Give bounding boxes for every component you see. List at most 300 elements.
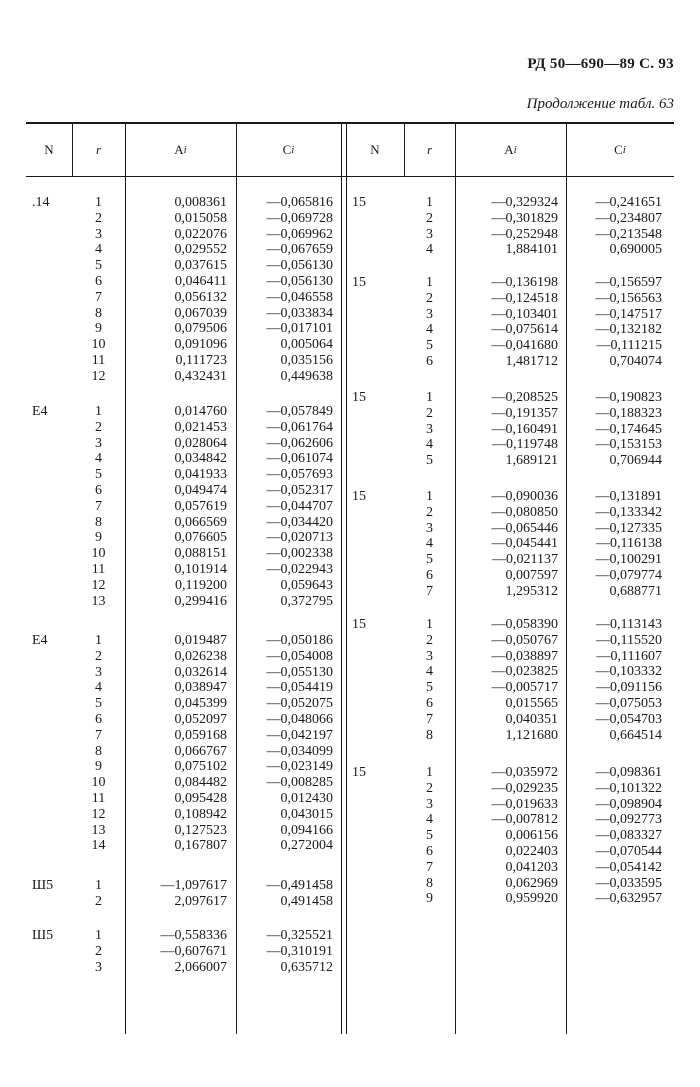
col-header-n-right: N — [370, 142, 380, 157]
group-n-value: Ш5 — [32, 878, 54, 893]
table-cell-c: 0,059643 — [280, 577, 333, 593]
table-cell-r: 11 — [91, 561, 106, 577]
group-r-column — [404, 390, 455, 469]
group-r-column — [404, 617, 455, 743]
table-cell-c: —0,083327 — [595, 828, 662, 844]
table-cell-a: 0,015565 — [505, 695, 558, 711]
group-a-column — [125, 928, 227, 975]
col-header-c-index: i — [291, 144, 295, 156]
group-r-column — [72, 633, 125, 854]
table-cell-c: —0,153153 — [595, 437, 662, 453]
table-cell-r: 11 — [91, 790, 106, 806]
group-a-column — [125, 404, 227, 609]
table-cell-a: 0,127523 — [174, 822, 227, 838]
table-cell-a: 0,008361 — [174, 195, 227, 210]
group-n-value: 15 — [352, 617, 366, 632]
table-cell-a: 0,046411 — [175, 273, 227, 289]
table-cell-a: 0,026238 — [174, 648, 227, 664]
table-cell-c: 0,688771 — [609, 583, 662, 599]
table-cell-a: 0,088151 — [174, 546, 227, 562]
divider-center-1 — [341, 124, 342, 1034]
table-cell-r: 3 — [426, 421, 433, 437]
table-cell-c: —0,042197 — [266, 727, 333, 743]
table-cell-r: 13 — [91, 593, 106, 609]
table-cell-r: 4 — [426, 812, 433, 828]
table-cell-c: —0,020713 — [266, 530, 333, 546]
table-cell-r: 4 — [426, 437, 433, 453]
table-cell-c: —0,116138 — [596, 536, 662, 552]
col-header-a-index: i — [183, 144, 187, 156]
col-header-c-left — [236, 124, 341, 176]
table-cell-a: —1,097617 — [160, 878, 227, 893]
table-cell-a: 0,111723 — [175, 352, 227, 368]
table-cell-r: 5 — [95, 467, 102, 483]
table-cell-a: —0,208525 — [491, 390, 558, 405]
group-a-column — [455, 765, 558, 907]
table-cell-c: —0,054703 — [595, 711, 662, 727]
table-cell-c: —0,008285 — [266, 775, 333, 791]
table-cell-a: 0,119200 — [175, 577, 227, 593]
table-cell-c: —0,100291 — [595, 552, 662, 568]
table-cell-c: —0,017101 — [266, 321, 333, 337]
table-cell-r: 1 — [426, 765, 433, 780]
group-c-column — [566, 489, 662, 600]
table-cell-r: 2 — [426, 290, 433, 306]
table-cell-r: 4 — [95, 680, 102, 696]
table-cell-c: —0,632957 — [595, 891, 662, 907]
group-r-column — [72, 195, 125, 385]
table-cell-c: —0,044707 — [266, 498, 333, 514]
group-r-column — [72, 878, 125, 910]
table-cell-a: 0,167807 — [174, 838, 227, 854]
table-cell-c: —0,062606 — [266, 435, 333, 451]
table-cell-a: 0,014760 — [174, 404, 227, 419]
table-cell-a: —0,329324 — [491, 195, 558, 210]
table-cell-a: 0,038947 — [174, 680, 227, 696]
table-cell-a: 2,097617 — [174, 893, 227, 909]
table-cell-r: 6 — [95, 482, 102, 498]
group-a-column — [455, 275, 558, 370]
table-cell-c: —0,132182 — [595, 322, 662, 338]
group-c-column — [236, 195, 333, 385]
table-cell-c: —0,002338 — [266, 546, 333, 562]
table-cell-r: 6 — [95, 273, 102, 289]
table-cell-a: 0,007597 — [505, 567, 558, 583]
table-cell-r: 9 — [95, 530, 102, 546]
table-cell-c: —0,046558 — [266, 289, 333, 305]
table-cell-r: 9 — [95, 321, 102, 337]
group-n-value: 15 — [352, 275, 366, 290]
table-cell-a: 0,959920 — [505, 891, 558, 907]
divider-center-2 — [346, 124, 347, 1034]
table-cell-c: —0,098904 — [595, 796, 662, 812]
group-n-value: 15 — [352, 765, 366, 780]
table-cell-a: —0,007812 — [491, 812, 558, 828]
table-cell-r: 7 — [426, 583, 433, 599]
table-cell-r: 11 — [91, 352, 106, 368]
group-n-value: .14 — [32, 195, 50, 210]
table-cell-a: 1,689121 — [505, 453, 558, 469]
table-cell-r: 4 — [426, 322, 433, 338]
table-cell-a: 0,041933 — [174, 467, 227, 483]
table-cell-a: —0,136198 — [491, 275, 558, 290]
table-cell-a: 0,056132 — [174, 289, 227, 305]
table-cell-a: 0,015058 — [174, 210, 227, 226]
table-cell-r: 6 — [95, 711, 102, 727]
table-cell-r: 5 — [426, 680, 433, 696]
table-cell-r: 12 — [91, 577, 106, 593]
group-r-column — [72, 404, 125, 609]
table-cell-a: 0,108942 — [174, 806, 227, 822]
table-cell-a: 0,006156 — [505, 828, 558, 844]
col-header-a-left — [125, 124, 236, 176]
table-cell-r: 4 — [95, 451, 102, 467]
table-cell-c: 0,704074 — [609, 353, 662, 369]
table-cell-a: 0,062969 — [505, 875, 558, 891]
table-cell-r: 3 — [426, 520, 433, 536]
table-cell-c: —0,052317 — [266, 482, 333, 498]
table-cell-r: 8 — [95, 514, 102, 530]
group-c-column — [566, 765, 662, 907]
table-cell-r: 2 — [95, 648, 102, 664]
group-a-column — [455, 617, 558, 743]
table-cell-a: 0,019487 — [174, 633, 227, 648]
table-cell-c: —0,310191 — [266, 943, 333, 959]
table-cell-r: 2 — [426, 210, 433, 226]
table-cell-c: —0,048066 — [266, 711, 333, 727]
table-cell-r: 1 — [426, 617, 433, 632]
table-cell-r: 4 — [426, 536, 433, 552]
table-cell-a: —0,103401 — [491, 306, 558, 322]
group-r-column — [404, 765, 455, 907]
group-n-value: Ш5 — [32, 928, 54, 943]
table-cell-c: —0,061074 — [266, 451, 333, 467]
table-cell-c: —0,054142 — [595, 859, 662, 875]
table-cell-c: 0,012430 — [280, 790, 333, 806]
table-cell-a: 1,481712 — [505, 353, 558, 369]
table-cell-c: —0,056130 — [266, 273, 333, 289]
table-cell-c: —0,101322 — [595, 780, 662, 796]
table-cell-a: 0,076605 — [174, 530, 227, 546]
table-cell-a: —0,191357 — [491, 405, 558, 421]
table-cell-a: 0,067039 — [174, 305, 227, 321]
table-cell-r: 1 — [95, 195, 102, 210]
table-cell-a: —0,160491 — [491, 421, 558, 437]
col-header-c-index: i — [622, 144, 626, 156]
table-cell-c: —0,174645 — [595, 421, 662, 437]
table-cell-a: 0,049474 — [174, 482, 227, 498]
table-cell-a: —0,080850 — [491, 504, 558, 520]
table-cell-c: —0,091156 — [596, 680, 662, 696]
table-cell-c: —0,056130 — [266, 258, 333, 274]
table-cell-r: 9 — [426, 891, 433, 907]
table-cell-r: 3 — [95, 959, 102, 975]
col-header-c-right — [566, 124, 674, 176]
table-cell-r: 12 — [91, 368, 106, 384]
group-c-column — [566, 275, 662, 370]
table-cell-r: 1 — [426, 275, 433, 290]
table-cell-c: —0,022943 — [266, 561, 333, 577]
table-cell-c: 0,372795 — [280, 593, 333, 609]
table-cell-a: 1,295312 — [505, 583, 558, 599]
table-cell-c: —0,075053 — [595, 695, 662, 711]
table-cell-a: 0,021453 — [174, 419, 227, 435]
table-cell-r: 5 — [426, 453, 433, 469]
table-cell-r: 4 — [426, 664, 433, 680]
table-cell-a: 1,121680 — [505, 727, 558, 743]
group-c-column — [236, 633, 333, 854]
col-header-r-right: r — [426, 142, 433, 157]
table-cell-r: 10 — [91, 775, 106, 791]
col-header-a-index: i — [513, 144, 517, 156]
group-c-column — [566, 195, 662, 258]
table-cell-a: 0,079506 — [174, 321, 227, 337]
table-header-rule — [26, 176, 674, 177]
table-cell-r: 1 — [426, 195, 433, 210]
table-cell-a: 0,022403 — [505, 843, 558, 859]
table-cell-a: 0,041203 — [505, 859, 558, 875]
table-cell-c: 0,005064 — [280, 337, 333, 353]
table-cell-r: 1 — [95, 878, 102, 893]
table-cell-r: 7 — [95, 727, 102, 743]
table-cell-a: 0,059168 — [174, 727, 227, 743]
table-cell-c: —0,054419 — [266, 680, 333, 696]
group-r-column — [404, 489, 455, 600]
table-cell-a: 0,084482 — [174, 775, 227, 791]
table-cell-a: 0,037615 — [174, 258, 227, 274]
group-n-value: 15 — [352, 195, 366, 210]
table-cell-a: 0,075102 — [174, 759, 227, 775]
table-cell-a: —0,252948 — [491, 226, 558, 242]
table-cell-c: —0,103332 — [595, 664, 662, 680]
table-cell-c: —0,156597 — [595, 275, 662, 290]
table-cell-a: 2,066007 — [174, 959, 227, 975]
group-n-value: 15 — [352, 489, 366, 504]
table-cell-c: —0,067659 — [266, 242, 333, 258]
table-cell-c: —0,033834 — [266, 305, 333, 321]
table-cell-r: 1 — [95, 404, 102, 419]
table-cell-c: —0,057693 — [266, 467, 333, 483]
table-cell-a: —0,029235 — [491, 780, 558, 796]
table-cell-r: 2 — [426, 405, 433, 421]
table-cell-a: 0,028064 — [174, 435, 227, 451]
table-cell-c: —0,234807 — [595, 210, 662, 226]
table-cell-c: 0,491458 — [280, 893, 333, 909]
page-header: РД 50—690—89 С. 93 — [527, 56, 674, 72]
table-cell-c: —0,061764 — [266, 419, 333, 435]
table-cell-r: 1 — [95, 928, 102, 943]
table-cell-c: —0,188323 — [595, 405, 662, 421]
table-cell-r: 5 — [95, 258, 102, 274]
table-cell-c: 0,706944 — [609, 453, 662, 469]
group-r-column — [404, 275, 455, 370]
table-cell-a: —0,050767 — [491, 632, 558, 648]
table-cell-c: —0,069728 — [266, 210, 333, 226]
table-cell-c: —0,034099 — [266, 743, 333, 759]
table-cell-c: —0,092773 — [595, 812, 662, 828]
table-cell-a: 0,045399 — [174, 696, 227, 712]
table-cell-c: —0,070544 — [595, 843, 662, 859]
table-cell-a: —0,058390 — [491, 617, 558, 632]
group-a-column — [125, 195, 227, 385]
table-cell-c: 0,635712 — [280, 959, 333, 975]
group-n-value: Е4 — [32, 633, 48, 648]
col-header-a-letter: A — [174, 142, 184, 157]
table-cell-r: 6 — [426, 695, 433, 711]
table-cell-r: 7 — [426, 859, 433, 875]
table-cell-a: —0,021137 — [492, 552, 558, 568]
table-cell-a: —0,124518 — [491, 290, 558, 306]
table-cell-r: 10 — [91, 337, 106, 353]
table-cell-a: 0,432431 — [174, 368, 227, 384]
group-c-column — [236, 404, 333, 609]
table-cell-r: 6 — [426, 567, 433, 583]
table-cell-r: 1 — [426, 489, 433, 504]
group-c-column — [566, 390, 662, 469]
table-cell-a: 0,040351 — [505, 711, 558, 727]
table-cell-r: 8 — [95, 305, 102, 321]
table-cell-r: 8 — [95, 743, 102, 759]
table-cell-a: —0,607671 — [160, 943, 227, 959]
table-cell-a: 0,057619 — [174, 498, 227, 514]
table-cell-r: 8 — [426, 727, 433, 743]
table-cell-c: —0,065816 — [266, 195, 333, 210]
table-cell-a: —0,065446 — [491, 520, 558, 536]
table-cell-r: 2 — [95, 943, 102, 959]
table-cell-r: 5 — [426, 338, 433, 354]
table-cell-a: 0,034842 — [174, 451, 227, 467]
table-cell-c: 0,272004 — [280, 838, 333, 854]
table-cell-r: 3 — [95, 664, 102, 680]
table-cell-c: —0,147517 — [595, 306, 662, 322]
table-cell-r: 5 — [426, 828, 433, 844]
table-cell-a: 0,101914 — [174, 561, 227, 577]
table-cell-c: —0,213548 — [595, 226, 662, 242]
table-cell-a: 0,029552 — [174, 242, 227, 258]
table-cell-a: 0,299416 — [174, 593, 227, 609]
table-cell-c: —0,190823 — [595, 390, 662, 405]
col-header-c-letter: C — [614, 142, 623, 157]
table-cell-r: 9 — [95, 759, 102, 775]
table-cell-r: 2 — [95, 419, 102, 435]
table-cell-r: 14 — [91, 838, 106, 854]
group-a-column — [455, 489, 558, 600]
table-cell-r: 6 — [426, 353, 433, 369]
table-cell-r: 7 — [95, 289, 102, 305]
table-cell-c: —0,054008 — [266, 648, 333, 664]
table-cell-a: 0,066767 — [174, 743, 227, 759]
table-cell-c: —0,156563 — [595, 290, 662, 306]
table-cell-c: —0,055130 — [266, 664, 333, 680]
group-a-column — [455, 390, 558, 469]
table-cell-c: —0,023149 — [266, 759, 333, 775]
table-cell-r: 2 — [95, 893, 102, 909]
group-n-value: Е4 — [32, 404, 48, 419]
table-cell-r: 2 — [426, 780, 433, 796]
table-cell-a: —0,023825 — [491, 664, 558, 680]
table-cell-c: —0,079774 — [595, 567, 662, 583]
table-cell-r: 2 — [426, 504, 433, 520]
table-cell-a: 0,032614 — [174, 664, 227, 680]
table-cell-r: 4 — [426, 242, 433, 258]
table-cell-a: —0,119748 — [492, 437, 558, 453]
group-a-column — [455, 195, 558, 258]
table-cell-r: 3 — [95, 435, 102, 451]
col-header-a-right — [455, 124, 566, 176]
table-cell-r: 2 — [426, 632, 433, 648]
table-cell-a: —0,075614 — [491, 322, 558, 338]
table-cell-a: —0,035972 — [491, 765, 558, 780]
table-cell-a: —0,045441 — [491, 536, 558, 552]
group-c-column — [236, 878, 333, 910]
table-cell-a: —0,041680 — [491, 338, 558, 354]
table-cell-r: 1 — [426, 390, 433, 405]
table-cell-r: 6 — [426, 843, 433, 859]
table-cell-r: 12 — [91, 806, 106, 822]
table-cell-c: —0,050186 — [266, 633, 333, 648]
table-cell-r: 3 — [426, 226, 433, 242]
table-cell-c: —0,052075 — [266, 696, 333, 712]
table-cell-c: —0,069962 — [266, 226, 333, 242]
table-cell-c: —0,115520 — [596, 632, 662, 648]
group-n-value: 15 — [352, 390, 366, 405]
table-cell-a: 0,095428 — [174, 790, 227, 806]
group-c-column — [566, 617, 662, 743]
group-a-column — [125, 878, 227, 910]
table-cell-c: 0,664514 — [609, 727, 662, 743]
group-r-column — [72, 928, 125, 975]
table-cell-c: —0,113143 — [596, 617, 662, 632]
table-cell-c: 0,449638 — [280, 368, 333, 384]
table-cell-r: 13 — [91, 822, 106, 838]
table-cell-r: 3 — [95, 226, 102, 242]
group-a-column — [125, 633, 227, 854]
table-cell-c: —0,127335 — [595, 520, 662, 536]
col-header-r-left: r — [95, 142, 102, 157]
table-cell-r: 1 — [95, 633, 102, 648]
table-cell-c: —0,491458 — [266, 878, 333, 893]
table-cell-a: —0,019633 — [491, 796, 558, 812]
table-cell-r: 8 — [426, 875, 433, 891]
table-cell-c: —0,034420 — [266, 514, 333, 530]
table-cell-r: 7 — [95, 498, 102, 514]
table-cell-c: 0,043015 — [280, 806, 333, 822]
table-cell-c: 0,690005 — [609, 242, 662, 258]
table-cell-a: 0,052097 — [174, 711, 227, 727]
table-cell-c: —0,131891 — [595, 489, 662, 504]
col-header-n-left: N — [44, 142, 54, 157]
table-cell-c: —0,098361 — [595, 765, 662, 780]
table-cell-r: 10 — [91, 546, 106, 562]
table-cell-c: 0,094166 — [280, 822, 333, 838]
table-cell-c: —0,033595 — [595, 875, 662, 891]
table-cell-c: —0,241651 — [595, 195, 662, 210]
table-caption: Продолжение табл. 63 — [526, 96, 674, 112]
table-cell-r: 5 — [426, 552, 433, 568]
col-header-c-letter: C — [282, 142, 292, 157]
table-cell-a: —0,301829 — [491, 210, 558, 226]
table-cell-r: 3 — [426, 648, 433, 664]
table-cell-a: —0,558336 — [160, 928, 227, 943]
table-cell-c: —0,133342 — [595, 504, 662, 520]
table-cell-a: —0,090036 — [491, 489, 558, 504]
table-cell-c: —0,111215 — [596, 338, 662, 354]
table-cell-a: —0,005717 — [491, 680, 558, 696]
table-cell-a: 0,022076 — [174, 226, 227, 242]
table-cell-r: 3 — [426, 796, 433, 812]
table-cell-a: —0,038897 — [491, 648, 558, 664]
table-cell-c: —0,057849 — [266, 404, 333, 419]
